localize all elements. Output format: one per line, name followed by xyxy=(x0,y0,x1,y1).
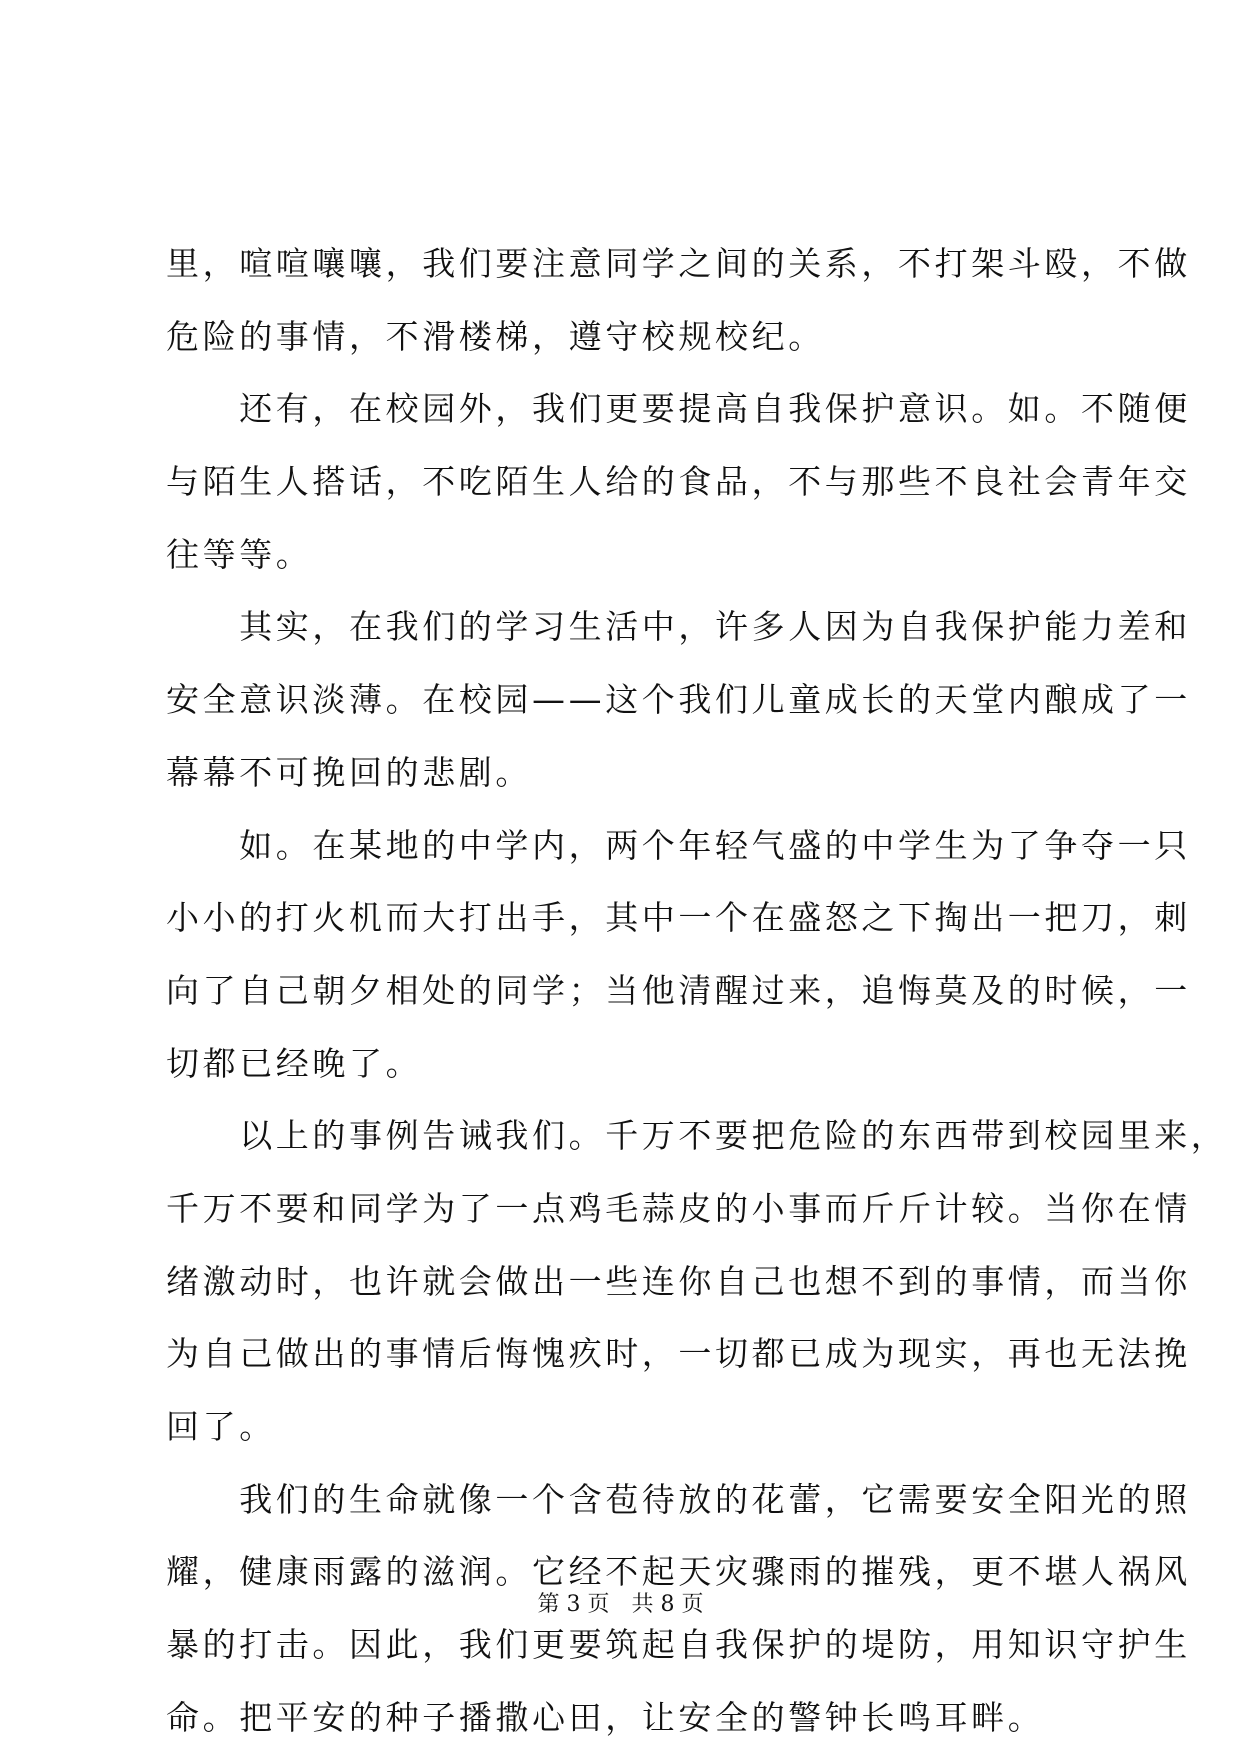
text-line: 危险的事情，不滑楼梯，遵守校规校纪。 xyxy=(166,316,825,356)
text-line: 绪激动时，也许就会做出一些连你自己也想不到的事情，而当你 xyxy=(166,1261,1191,1301)
text-line: 暴的打击。因此，我们更要筑起自我保护的堤防，用知识守护生 xyxy=(166,1625,1191,1665)
text-line: 往等等。 xyxy=(166,534,313,574)
text-line: 里，喧喧嚷嚷，我们要注意同学之间的关系，不打架斗殴，不做 xyxy=(166,244,1191,283)
text-line: 为自己做出的事情后悔愧疚时，一切都已成为现实，再也无法挽 xyxy=(166,1334,1191,1374)
page-number: 第 3 页 共 8 页 xyxy=(537,1592,704,1617)
text-line: 切都已经晚了。 xyxy=(166,1043,423,1083)
text-line: 小小的打火机而大打出手，其中一个在盛怒之下掏出一把刀，刺 xyxy=(166,898,1191,938)
text-line: 幕幕不可挽回的悲剧。 xyxy=(166,752,532,792)
text-line: 命。把平安的种子播撒心田，让安全的警钟长鸣耳畔。 xyxy=(166,1697,1045,1737)
text-line: 以上的事例告诫我们。千万不要把危险的东西带到校园里来， xyxy=(166,1116,1228,1156)
text-line: 我们的生命就像一个含苞待放的花蕾，它需要安全阳光的照 xyxy=(166,1479,1191,1519)
text-line: 耀，健康雨露的滋润。它经不起天灾骤雨的摧残，更不堪人祸风 xyxy=(166,1552,1191,1592)
text-line: 向了自己朝夕相处的同学；当他清醒过来，追悔莫及的时候，一 xyxy=(166,970,1191,1010)
text-line: 千万不要和同学为了一点鸡毛蒜皮的小事而斤斤计较。当你在情 xyxy=(166,1188,1191,1228)
text-line: 与陌生人搭话，不吃陌生人给的食品，不与那些不良社会青年交 xyxy=(166,462,1191,502)
text-line: 回了。 xyxy=(166,1407,276,1446)
text-line: 如。在某地的中学内，两个年轻气盛的中学生为了争夺一只 xyxy=(166,825,1191,865)
text-line: 其实，在我们的学习生活中，许多人因为自我保护能力差和 xyxy=(166,607,1191,647)
text-line: 安全意识淡薄。在校园——这个我们儿童成长的天堂内酿成了一 xyxy=(166,680,1191,720)
text-line: 还有，在校园外，我们更要提高自我保护意识。如。不随便 xyxy=(166,389,1191,429)
document-body xyxy=(166,228,1228,1754)
